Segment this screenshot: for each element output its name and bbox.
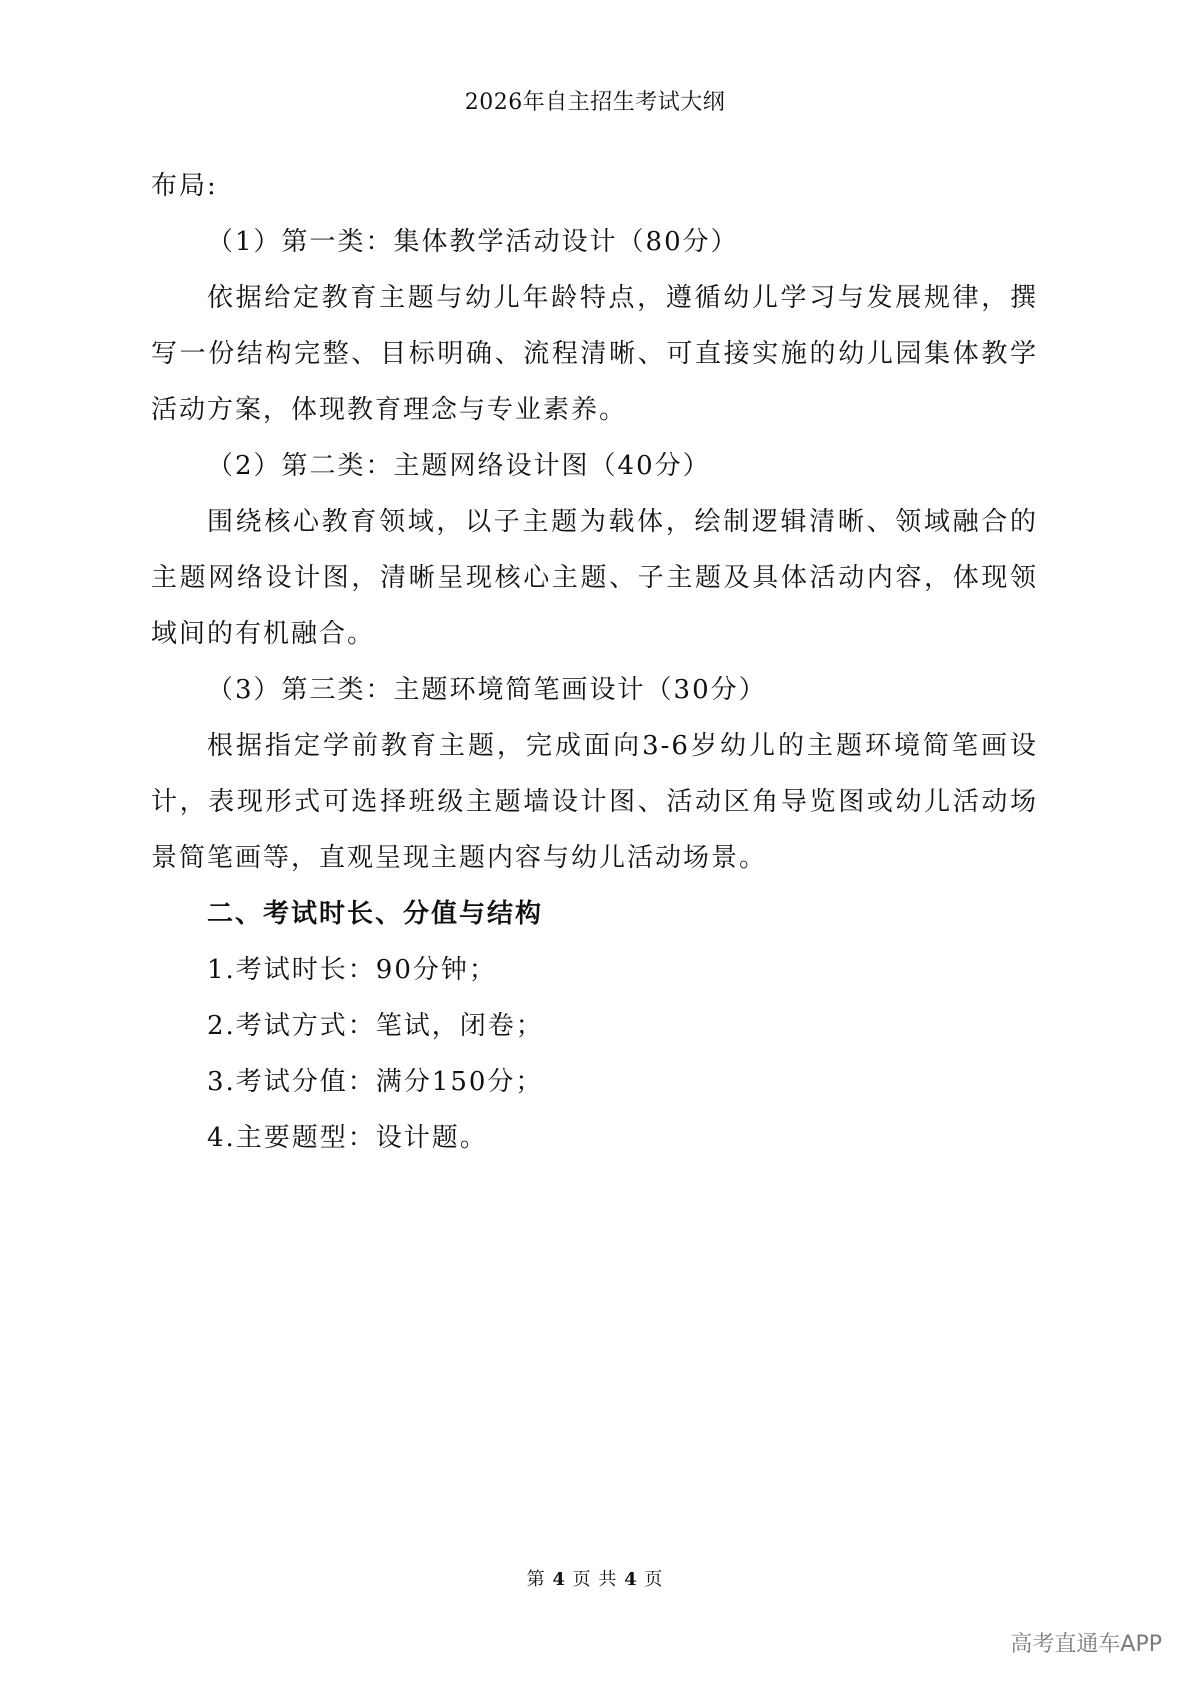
- item-category-two: （2）第二类：主题网络设计图（40分）: [207, 451, 711, 481]
- footer-suffix: 页: [644, 1569, 664, 1590]
- paragraph-layout-label: 布局:: [151, 171, 218, 201]
- footer-middle: 页 共: [572, 1569, 618, 1590]
- watermark-text: 高考直通车APP: [1010, 1632, 1162, 1657]
- section-heading-exam-structure: 二、考试时长、分值与结构: [207, 899, 544, 929]
- footer-prefix: 第: [526, 1569, 546, 1590]
- footer-page-number: 4: [552, 1569, 566, 1590]
- footer-total-pages: 4: [624, 1569, 638, 1590]
- paragraph-category-two-desc: 围绕核心教育领域，以子主题为载体，绘制逻辑清晰、领域融合的主题网络设计图，清晰呈现核心主题、子主题及具体活动内容，体现领域间的有机融合。: [151, 507, 1038, 649]
- list-item-exam-duration: 1.考试时长：90分钟；: [207, 955, 497, 985]
- item-category-one: （1）第一类：集体教学活动设计（80分）: [207, 227, 739, 257]
- list-item-exam-score: 3.考试分值：满分150分；: [207, 1067, 544, 1097]
- page-header-title: 2026年自主招生考试大纲: [464, 90, 726, 115]
- item-category-three: （3）第三类：主题环境简笔画设计（30分）: [207, 675, 767, 705]
- paragraph-category-one-desc: 依据给定教育主题与幼儿年龄特点，遵循幼儿学习与发展规律，撰写一份结构完整、目标明确、流程清晰、可直接实施的幼儿园集体教学活动方案，体现教育理念与专业素养。: [151, 283, 1038, 425]
- page-footer: [0, 1568, 1190, 1592]
- document-body: [151, 158, 1038, 1166]
- list-item-question-type: 4.主要题型：设计题。: [207, 1123, 488, 1153]
- list-item-exam-method: 2.考试方式：笔试，闭卷；: [207, 1011, 544, 1041]
- paragraph-category-three-desc: 根据指定学前教育主题，完成面向3-6岁幼儿的主题环境简笔画设计，表现形式可选择班级主题墙设计图、活动区角导览图或幼儿活动场景简笔画等，直观呈现主题内容与幼儿活动场景。: [151, 731, 1038, 873]
